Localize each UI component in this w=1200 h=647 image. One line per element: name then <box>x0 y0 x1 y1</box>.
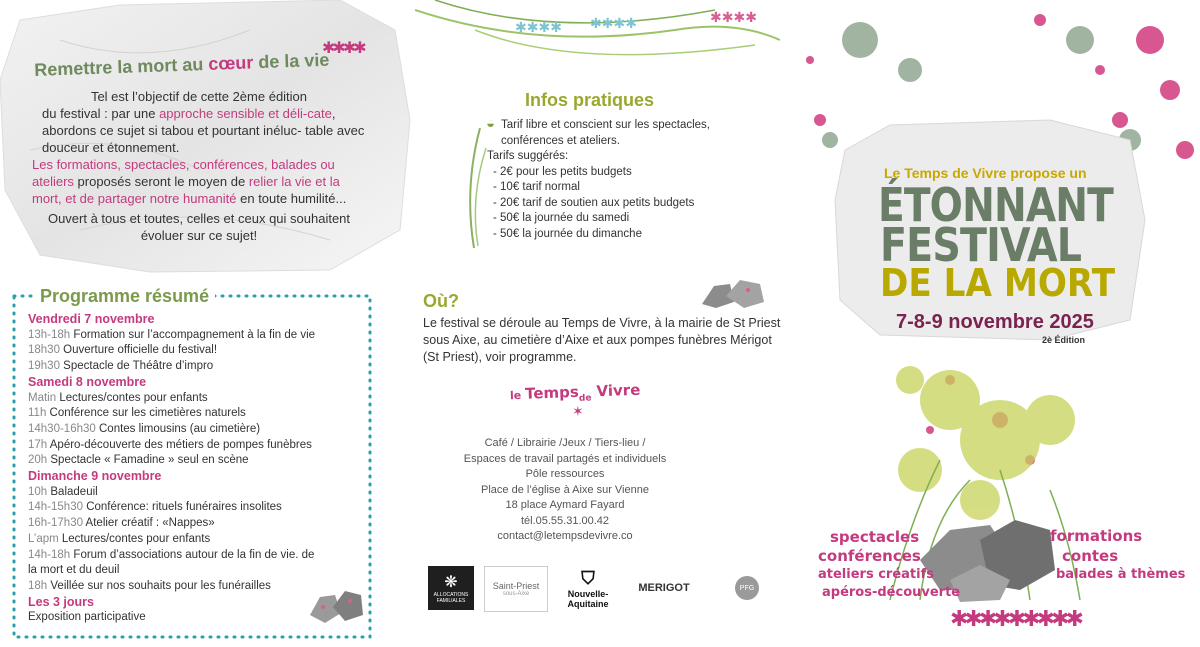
temps-de-vivre-logo: le Temps$_{de}$ Vivre <box>509 380 641 404</box>
list-item: 18h30 Ouverture officielle du festival! <box>28 344 218 357</box>
day-heading: Vendredi 7 novembre <box>28 312 155 326</box>
list-item: 13h-18h Formation sur l’accompagnement à la fin de vie <box>28 328 316 341</box>
venue-info: Café / Librairie /Jeux / Tiers-lieu / Espaces de travail partagés et individuels Pôle ressources Place de l’église à Aixe sur Vienne 18 place Aymard Fayard tél.05.55.31.00.42 contact@letempsdevivre.co <box>435 436 695 545</box>
svg-text:✱✱✱✱: ✱✱✱✱ <box>590 16 637 32</box>
edition-label: 2è Édition <box>1042 335 1086 345</box>
list-item: 16h-17h30 Atelier créatif : «Nappes» <box>28 517 215 530</box>
list-item: - 2€ pour les petits budgets <box>493 165 632 178</box>
activity-label: ateliers créatifs <box>818 567 934 582</box>
activity-label: conférences <box>818 547 921 565</box>
pfg-logo: PFG <box>730 566 764 610</box>
grass-top-decoration <box>415 0 780 70</box>
programme-list <box>28 312 368 626</box>
nouvelle-aquitaine-logo: ⛉ Nouvelle- Aquitaine <box>567 567 609 609</box>
caf-logo: ❋ ALLOCATIONS FAMILIALES <box>428 566 474 610</box>
people-chain-icon: ✱✱✱✱✱✱✱✱✱ <box>950 606 1080 631</box>
activity-label: spectacles <box>830 528 920 546</box>
svg-text:✱✱✱✱: ✱✱✱✱ <box>710 10 757 26</box>
infos-title: Infos pratiques <box>525 90 655 110</box>
day-heading: Samedi 8 novembre <box>28 374 147 389</box>
list-item: 14h-15h30 Conférence: rituels funéraires insolites <box>28 501 282 514</box>
activity-label: balades à thèmes <box>1056 567 1186 582</box>
cover-title-line-3: DE LA MORT <box>880 261 1116 305</box>
intro-text: Tel est l’objectif de cette 2ème édition du festival : par une approche sensible et déli-cate, abordons ce sujet si tabou et pourtant inéluc- table avec douceur et étonnement. Les formations, spectacles, conférences, balades ou ateliers proposés seront le moyen de relier la vie et la mort, et de partager notre humanité en toute humilité... Ouvert à tous et toutes, celles et ceux qui souhaitent évoluer sur ce sujet! <box>32 89 365 243</box>
grass-decoration <box>462 128 490 248</box>
email-link[interactable]: contact@letempsdevivre.co <box>497 530 633 542</box>
list-item: - 50€ la journée du dimanche <box>493 227 642 240</box>
cover-title-line-1: ÉTONNANT <box>878 178 1113 232</box>
list-item: L’apm Lectures/contes pour enfants <box>28 532 211 545</box>
activity-label: formations <box>1050 527 1143 545</box>
list-item: Exposition participative <box>28 611 146 624</box>
pink-ink-splash-icon: ✶ <box>572 403 584 419</box>
intro-title: Remettre la mort au cœur de la vie <box>34 49 330 80</box>
programme-title: Programme résumé <box>34 286 215 307</box>
stones-illustration <box>305 585 367 625</box>
cover-title-line-2: FESTIVAL <box>880 218 1082 272</box>
ou-text: Le festival se déroule au Temps de Vivre, à la mairie de St Priest sous Aixe, au cimetière d’Aixe et aux pompes funèbres Mérigot (St Priest), voir programme. <box>423 316 781 364</box>
day-heading: Les 3 jours <box>28 594 94 609</box>
list-item: - 50€ la journée du samedi <box>493 212 630 224</box>
list-item: - 10€ tarif normal <box>493 181 580 193</box>
list-item: 14h-18h Forum d’associations autour de la fin de vie. de la mort et du deuil <box>28 548 315 577</box>
ou-title: Où? <box>423 291 459 311</box>
activity-label: apéros-découverte <box>822 585 961 600</box>
list-item: Matin Lectures/contes pour enfants <box>28 391 208 404</box>
day-heading: Dimanche 9 novembre <box>28 469 162 484</box>
stones-illustration <box>700 276 768 310</box>
activity-label: contes <box>1062 547 1119 565</box>
list-item: - 20€ tarif de soutien aux petits budgets <box>493 196 695 209</box>
list-item: 19h30 Spectacle de Théâtre d’impro <box>28 360 214 373</box>
hat-icon: ◒ <box>486 115 496 132</box>
saint-priest-logo: Saint-Priest sous-Aixe <box>484 566 548 612</box>
list-item: 20h Spectacle « Famadine » seul en scène <box>28 454 249 467</box>
infos-text: Tarif libre et conscient sur les spectacles, conférences et ateliers. Tarifs suggérés: - 2€ pour les petits budgets - 10€ tarif normal - 20€ tarif de soutien aux petits budgets - 50€ la journée du samedi - 50€ la journée du dimanche <box>487 118 737 242</box>
svg-text:✱✱✱✱: ✱✱✱✱ <box>515 20 562 36</box>
list-item: 18h Veillée sur nos souhaits pour les funérailles <box>28 579 271 592</box>
list-item: 11h Conférence sur les cimetières naturels <box>28 407 246 420</box>
cover-subtitle: Le Temps de Vivre propose un <box>884 165 1087 181</box>
people-chain-icon: ✱✱✱✱ <box>322 40 364 57</box>
list-item: 14h30-16h30 Contes limousins (au cimetière) <box>28 422 261 435</box>
list-item: 17h Apéro-découverte des métiers de pompes funèbres <box>28 438 312 451</box>
festival-dates: 7-8-9 novembre 2025 <box>896 311 1094 333</box>
list-item: 10h Baladeuil <box>28 485 98 498</box>
merigot-logo: MERIGOT <box>638 582 690 594</box>
